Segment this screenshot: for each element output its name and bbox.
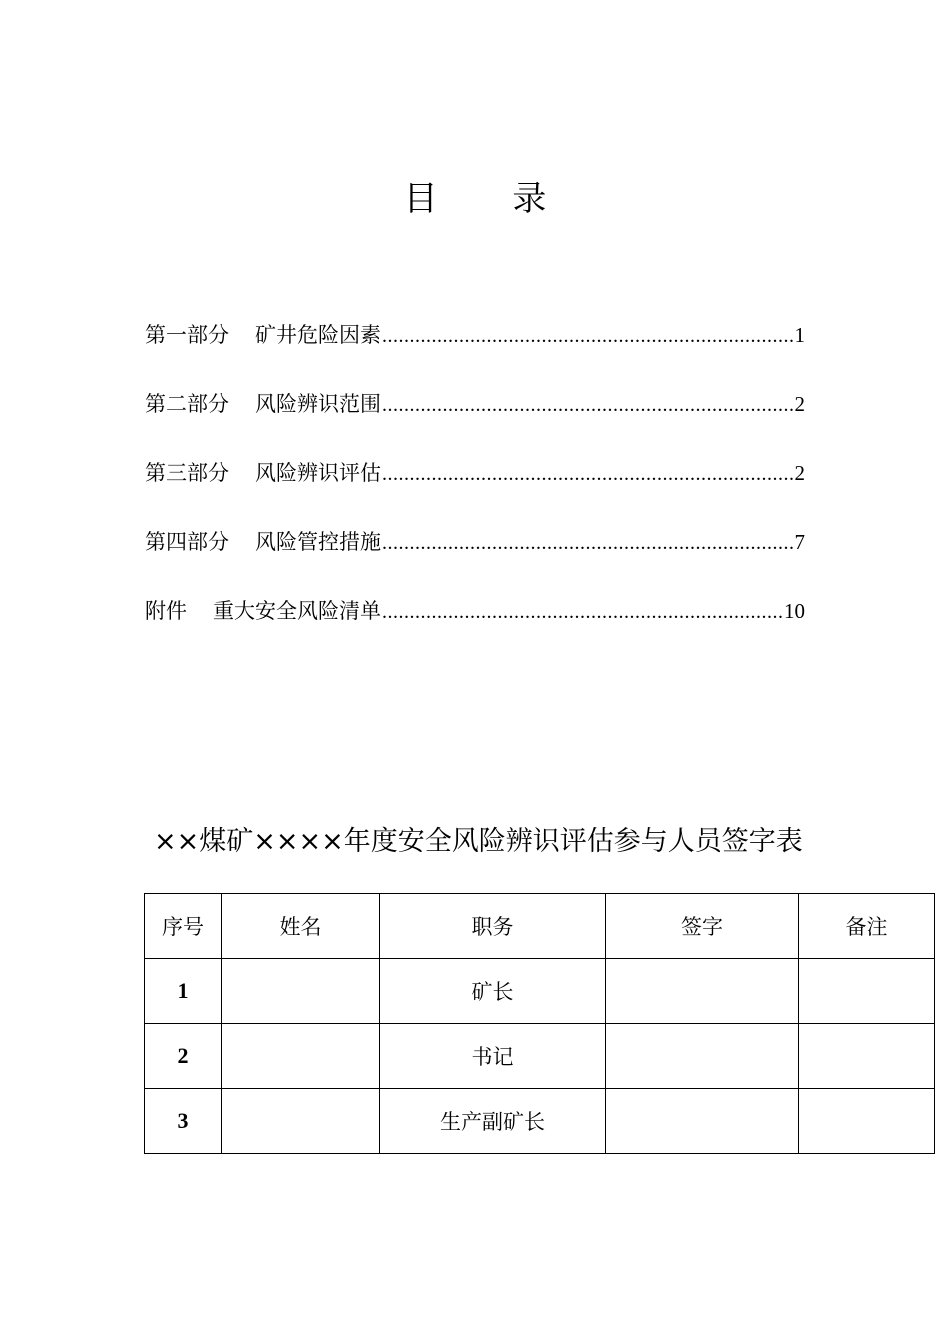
- toc-entry-title: 风险辨识评估: [255, 461, 381, 485]
- cell-no: 3: [145, 1089, 222, 1154]
- cell-signature[interactable]: [606, 959, 799, 1024]
- toc-entry-part: 附件: [145, 599, 187, 623]
- toc-leader-dots: [382, 526, 794, 560]
- toc-title: 目 录: [403, 179, 579, 219]
- cell-name[interactable]: [222, 1024, 380, 1089]
- cell-position: 生产副矿长: [380, 1089, 606, 1154]
- toc-entry-page: 7: [794, 530, 805, 554]
- column-header-note: 备注: [799, 894, 935, 959]
- toc-entry-part: 第四部分: [145, 530, 229, 554]
- cell-note[interactable]: [799, 1024, 935, 1089]
- toc-entry-title: 矿井危险因素: [255, 323, 381, 347]
- column-header-name: 姓名: [222, 894, 380, 959]
- table-header-row: [145, 894, 935, 959]
- cell-no: 2: [145, 1024, 222, 1089]
- toc-entry-page: 2: [794, 461, 805, 485]
- toc-leader-dots: [382, 457, 794, 491]
- toc-entry-part: 第一部分: [145, 323, 229, 347]
- column-header-no: 序号: [145, 894, 222, 959]
- toc-entry[interactable]: [145, 318, 805, 387]
- toc-leader-dots: [382, 388, 794, 422]
- cell-note[interactable]: [799, 1089, 935, 1154]
- column-header-signature: 签字: [606, 894, 799, 959]
- cell-position: 矿长: [380, 959, 606, 1024]
- table-of-contents: [145, 318, 805, 663]
- cell-signature[interactable]: [606, 1024, 799, 1089]
- toc-entry-page: 1: [794, 323, 805, 347]
- toc-entry-part: 第二部分: [145, 392, 229, 416]
- table-row: [145, 1089, 935, 1154]
- toc-entry[interactable]: [145, 387, 805, 456]
- toc-leader-dots: [382, 319, 794, 353]
- toc-entry-title: 风险管控措施: [255, 530, 381, 554]
- cell-name[interactable]: [222, 959, 380, 1024]
- toc-entry-part: 第三部分: [145, 461, 229, 485]
- toc-leader-dots: [382, 595, 783, 629]
- table-row: [145, 1024, 935, 1089]
- toc-entry[interactable]: [145, 525, 805, 594]
- sign-table-title: ××煤矿××××年度安全风险辨识评估参与人员签字表: [154, 826, 803, 857]
- cell-signature[interactable]: [606, 1089, 799, 1154]
- sign-table: [144, 893, 935, 1154]
- toc-entry-page: 2: [794, 392, 805, 416]
- column-header-position: 职务: [380, 894, 606, 959]
- cell-name[interactable]: [222, 1089, 380, 1154]
- toc-entry-page: 10: [784, 599, 805, 623]
- toc-entry-title: 重大安全风险清单: [213, 599, 381, 623]
- toc-entry-title: 风险辨识范围: [255, 392, 381, 416]
- toc-entry[interactable]: [145, 594, 805, 663]
- toc-entry[interactable]: [145, 456, 805, 525]
- cell-note[interactable]: [799, 959, 935, 1024]
- cell-no: 1: [145, 959, 222, 1024]
- table-row: [145, 959, 935, 1024]
- cell-position: 书记: [380, 1024, 606, 1089]
